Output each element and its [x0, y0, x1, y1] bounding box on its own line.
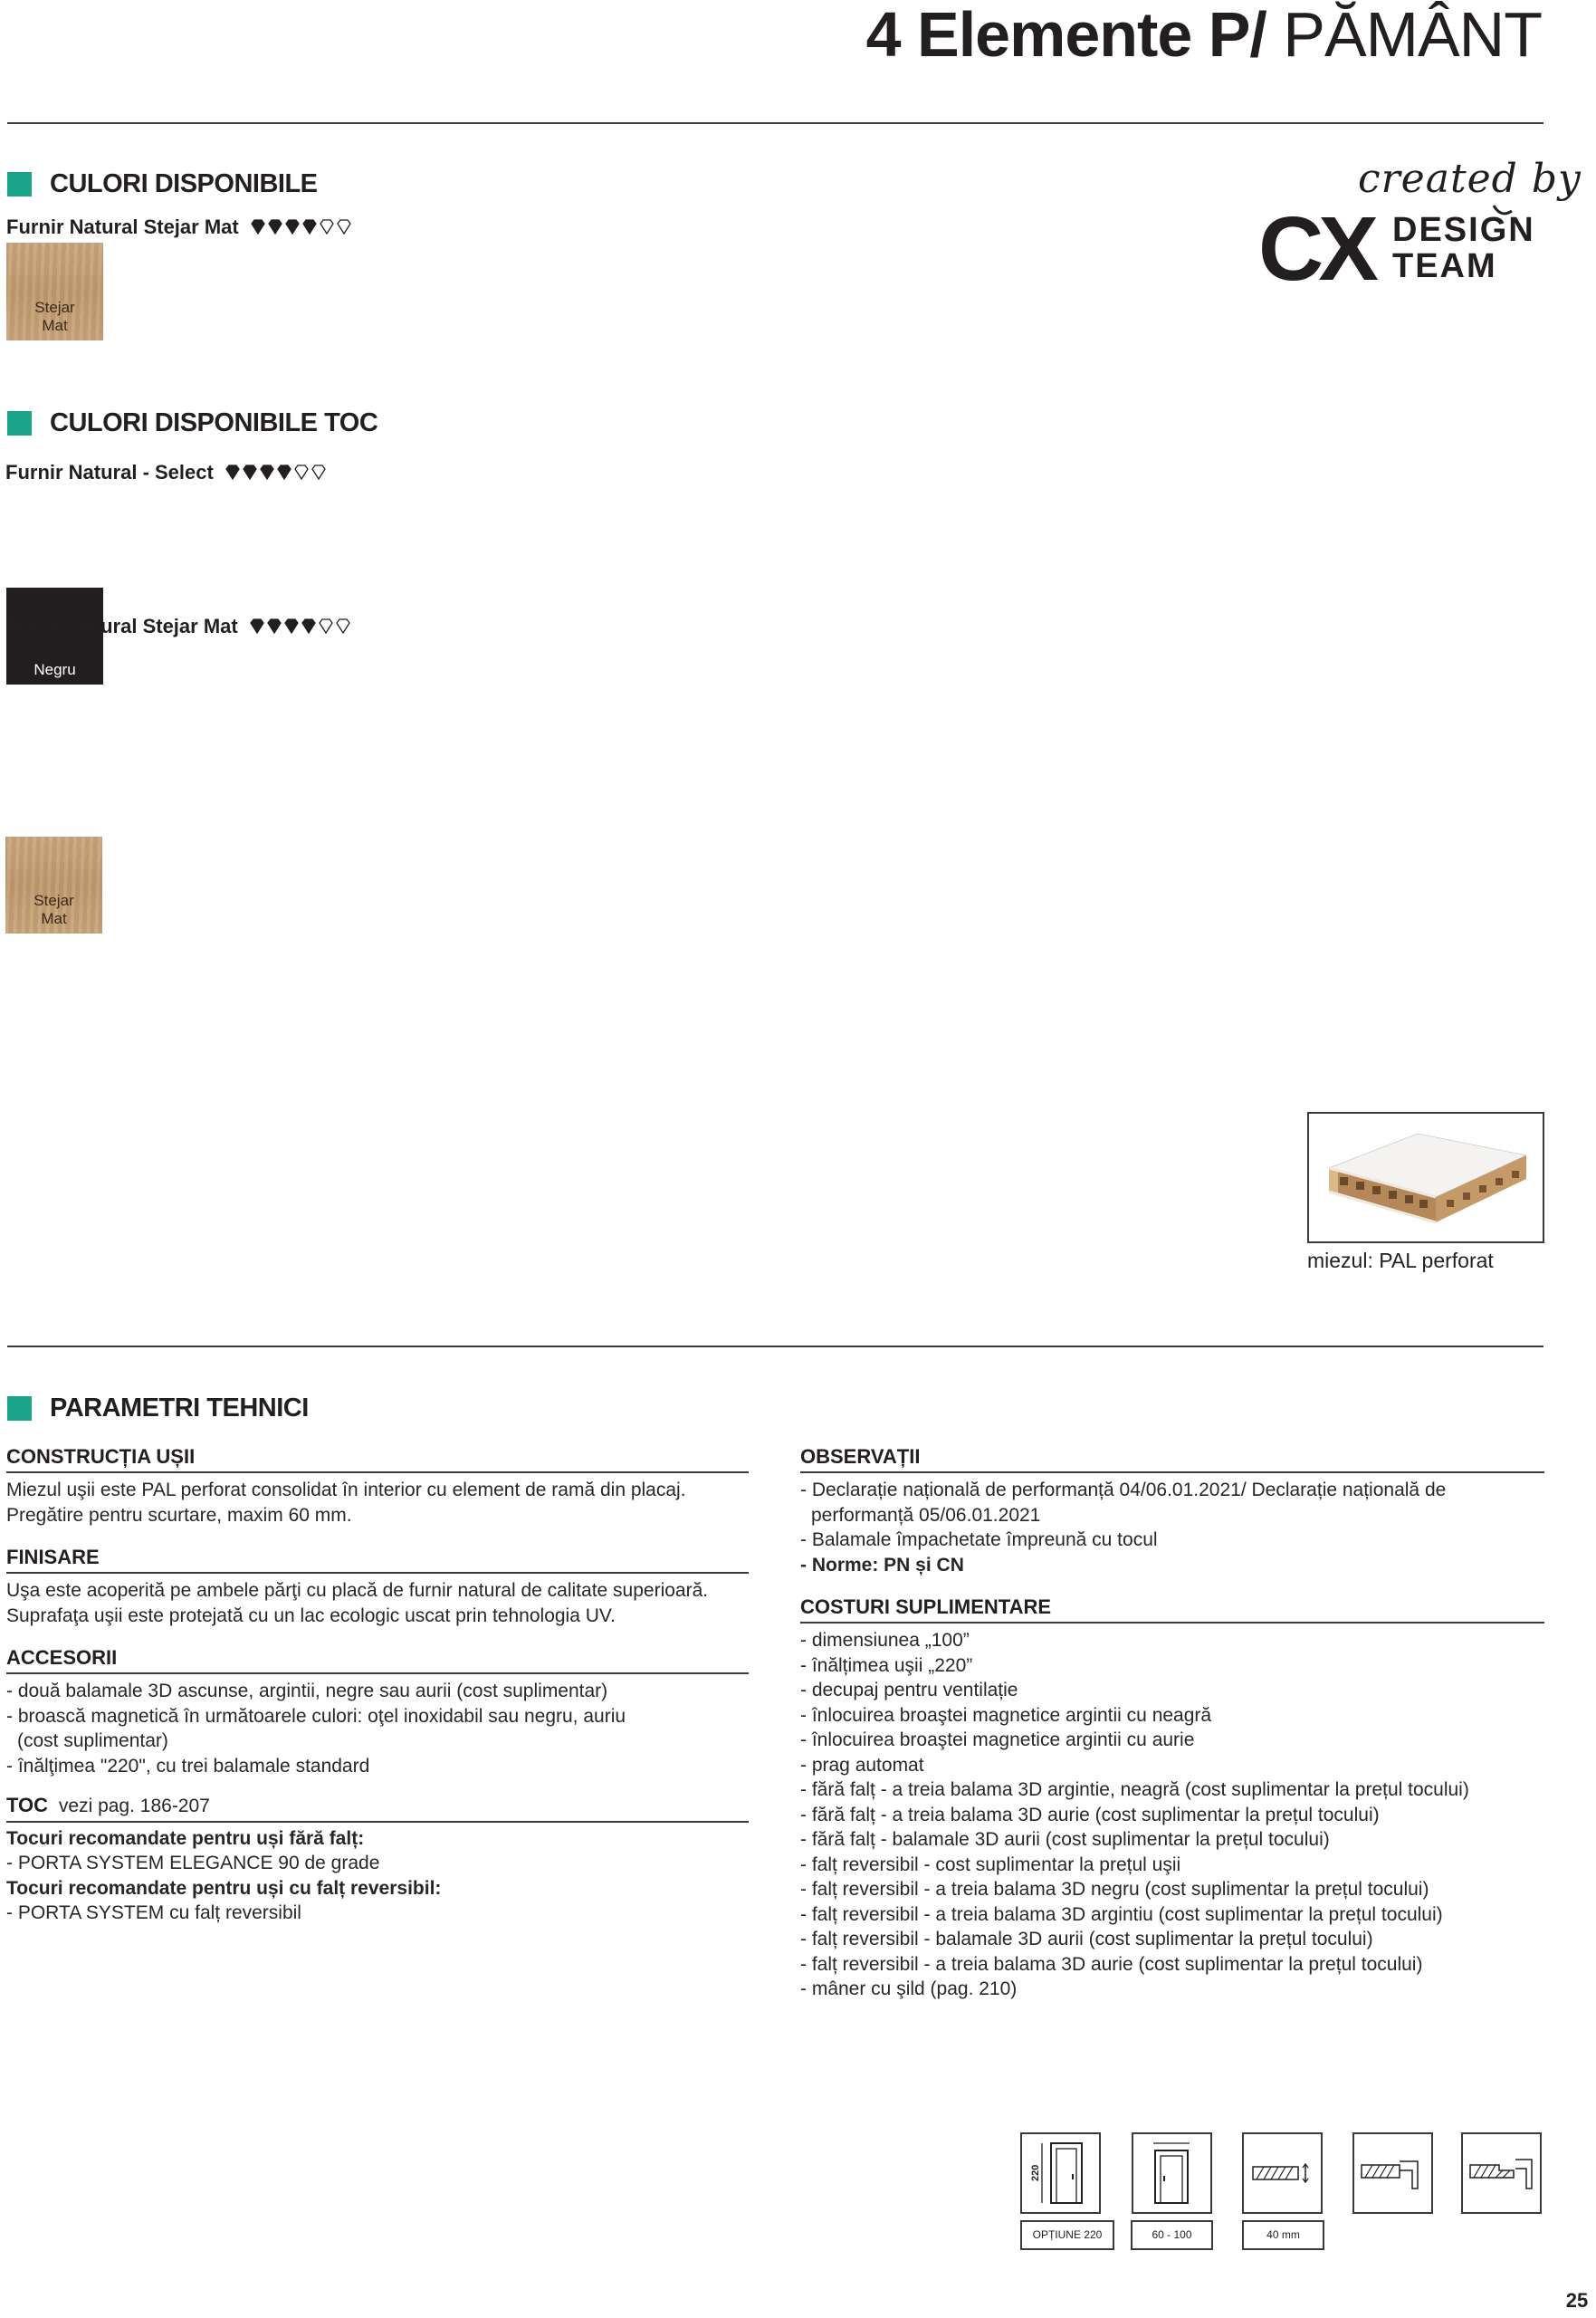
list-item: - falț reversibil - a treia balama 3D argintiu (cost suplimentar la prețul tocului): [800, 1903, 1443, 1925]
page-title-bold: 4 Elemente P/: [865, 0, 1266, 70]
diamond-rating-icon: [225, 464, 328, 482]
section-marker: [7, 1396, 32, 1421]
accesorii-line: - înălţimea "220", cu trei balamale standard: [6, 1755, 370, 1777]
swatch-label: Negru: [33, 661, 76, 678]
page-number: 25: [1565, 2289, 1589, 2312]
constructie-heading: CONSTRUCȚIA UȘII: [6, 1445, 749, 1473]
logo-created-by: created by: [1358, 156, 1582, 202]
colors-subtitle-text: Furnir Natural Stejar Mat: [6, 216, 239, 238]
swatch-label-line2: Mat: [41, 910, 67, 927]
door-width-icon: [1132, 2132, 1212, 2214]
diamond-rating-icon: [250, 218, 353, 236]
swatch-label-line2: Mat: [42, 317, 68, 334]
icon-label-width: 60 - 100: [1131, 2220, 1213, 2250]
tech-right-column: [800, 1445, 1544, 2002]
core-caption: miezul: PAL perforat: [1307, 1249, 1494, 1272]
observatii-body: [800, 1478, 1544, 1577]
reversible-rebate-icon: [1461, 2132, 1542, 2214]
observatii-line: - Declarație națională de performanță 04/06.01.2021/ Declarație națională de: [800, 1480, 1447, 1500]
list-item: - fără falț - a treia balama 3D aurie (cost suplimentar la prețul tocului): [800, 1804, 1380, 1825]
observatii-norms: - Norme: PN și CN: [800, 1554, 964, 1576]
accesorii-heading: ACCESORII: [6, 1646, 749, 1674]
logo-design: DESIGN: [1392, 211, 1535, 249]
toc-group1-subtitle-text: Furnir Natural - Select: [5, 461, 214, 484]
list-item: - prag automat: [800, 1754, 924, 1776]
height-220-icon: [1020, 2132, 1101, 2214]
page-title: [866, 0, 1542, 71]
tech-left-column: [6, 1445, 749, 1926]
tech-heading-text: PARAMETRI TEHNICI: [50, 1394, 309, 1422]
colors-heading-text: CULORI DISPONIBILE: [50, 169, 318, 198]
list-item: - înlocuirea broaştei magnetice argintii cu aurie: [800, 1729, 1195, 1750]
list-item: - înlocuirea broaştei magnetice argintii cu neagră: [800, 1704, 1212, 1726]
door-height-icon: [1022, 2134, 1099, 2212]
constructie-body: [6, 1478, 749, 1528]
section-marker: [7, 172, 32, 196]
swatch-stejar-mat-toc[interactable]: [5, 837, 102, 934]
toc-heading: [6, 1794, 749, 1823]
toc-rec1-item: - PORTA SYSTEM ELEGANCE 90 de grade: [6, 1853, 380, 1873]
toc-group2-subtitle: [5, 615, 352, 638]
icon-label-optiune-220: OPȚIUNE 220: [1020, 2220, 1114, 2250]
thickness-icon: [1242, 2132, 1323, 2214]
reversible-rebate-svg-icon: [1463, 2134, 1540, 2212]
list-item: - înălțimea uşii „220”: [800, 1654, 973, 1676]
swatch-label: [6, 299, 103, 335]
icon-220-text: 220: [1030, 2164, 1041, 2181]
list-item: - mâner cu şild (pag. 210): [800, 1978, 1018, 1999]
observatii-line: performanță 05/06.01.2021: [811, 1504, 1041, 1526]
perforated-core-illustration: [1309, 1114, 1543, 1241]
icon-label-thickness: 40 mm: [1242, 2220, 1324, 2250]
door-thickness-svg-icon: [1244, 2134, 1321, 2212]
rating-diamonds: [249, 618, 352, 636]
section-marker: [7, 411, 32, 436]
toc-colors-section-heading: [7, 408, 377, 438]
page-title-light: PĂMÂNT: [1283, 0, 1542, 70]
list-item: - falț reversibil - cost suplimentar la prețul uşii: [800, 1853, 1181, 1875]
accesorii-body: [6, 1679, 749, 1778]
costuri-heading: COSTURI SUPLIMENTARE: [800, 1595, 1544, 1624]
frame-profile-icon: [1352, 2132, 1433, 2214]
logo-cx: CX: [1258, 198, 1373, 300]
accesorii-line: (cost suplimentar): [17, 1730, 168, 1751]
toc-recommendations: [6, 1826, 749, 1926]
toc-colors-heading-text: CULORI DISPONIBILE TOC: [50, 408, 378, 437]
costuri-list: [800, 1628, 1544, 2002]
accesorii-line: - broască magnetică în următoarele culori: oţel inoxidabil sau negru, auriu: [6, 1705, 626, 1727]
logo-team: TEAM: [1392, 247, 1497, 285]
toc-rec2-title: Tocuri recomandate pentru uși cu falț reversibil:: [6, 1877, 442, 1899]
finisare-body: [6, 1578, 749, 1628]
toc-page-ref: vezi pag. 186-207: [58, 1796, 210, 1816]
accesorii-line: - două balamale 3D ascunse, argintii, negre sau aurii (cost suplimentar): [6, 1681, 608, 1701]
rating-diamonds: [225, 464, 328, 482]
finisare-heading: FINISARE: [6, 1546, 749, 1574]
finisare-line: Suprafaţa uşii este protejată cu un lac ecologic uscat prin tehnologia UV.: [6, 1604, 616, 1626]
list-item: - falț reversibil - a treia balama 3D aurie (cost suplimentar la prețul tocului): [800, 1953, 1423, 1975]
door-width-svg-icon: [1133, 2134, 1210, 2212]
list-item: - falț reversibil - a treia balama 3D negru (cost suplimentar la prețul tocului): [800, 1879, 1429, 1900]
header-divider: [7, 122, 1543, 124]
constructie-line: Miezul uşii este PAL perforat consolidat în interior cu element de ramă din placaj.: [6, 1480, 686, 1500]
colors-subtitle: [6, 216, 353, 239]
observatii-line: - Balamale împachetate împreună cu tocul: [800, 1529, 1158, 1550]
toc-label: TOC: [6, 1794, 49, 1816]
finisare-line: Uşa este acoperită pe ambele părţi cu placă de furnir natural de calitate superioară.: [6, 1580, 709, 1601]
rating-diamonds: [250, 218, 353, 236]
list-item: - fără falț - a treia balama 3D argintie, neagră (cost suplimentar la prețul tocului): [800, 1779, 1469, 1800]
colors-section-heading: [7, 169, 318, 199]
core-image: [1307, 1112, 1544, 1243]
list-item: - falț reversibil - balamale 3D aurii (cost suplimentar la prețul tocului): [800, 1929, 1373, 1949]
toc-rec2-item: - PORTA SYSTEM cu falț reversibil: [6, 1902, 301, 1923]
diamond-rating-icon: [249, 618, 352, 636]
constructie-line: Pregătire pentru scurtare, maxim 60 mm.: [6, 1504, 352, 1526]
list-item: - fără falț - balamale 3D aurii (cost suplimentar la prețul tocului): [800, 1829, 1330, 1850]
observatii-heading: OBSERVAȚII: [800, 1445, 1544, 1473]
toc-rec1-title: Tocuri recomandate pentru uși fără falț:: [6, 1827, 365, 1849]
tech-section-heading: [7, 1394, 309, 1423]
toc-group1-subtitle: [5, 461, 328, 484]
frame-profile-svg-icon: [1354, 2134, 1431, 2212]
swatch-label: [5, 892, 102, 928]
tech-divider: [7, 1346, 1543, 1347]
list-item: - decupaj pentru ventilație: [800, 1680, 1018, 1700]
swatch-stejar-mat[interactable]: [6, 243, 103, 340]
list-item: - dimensiunea „100”: [800, 1630, 970, 1651]
swatch-label-line1: Stejar: [34, 299, 75, 316]
swatch-label-line1: Stejar: [33, 892, 74, 909]
toc-group2-subtitle-text: Furnir Natural Stejar Mat: [5, 615, 238, 637]
logo-flourish: [1358, 166, 1539, 177]
